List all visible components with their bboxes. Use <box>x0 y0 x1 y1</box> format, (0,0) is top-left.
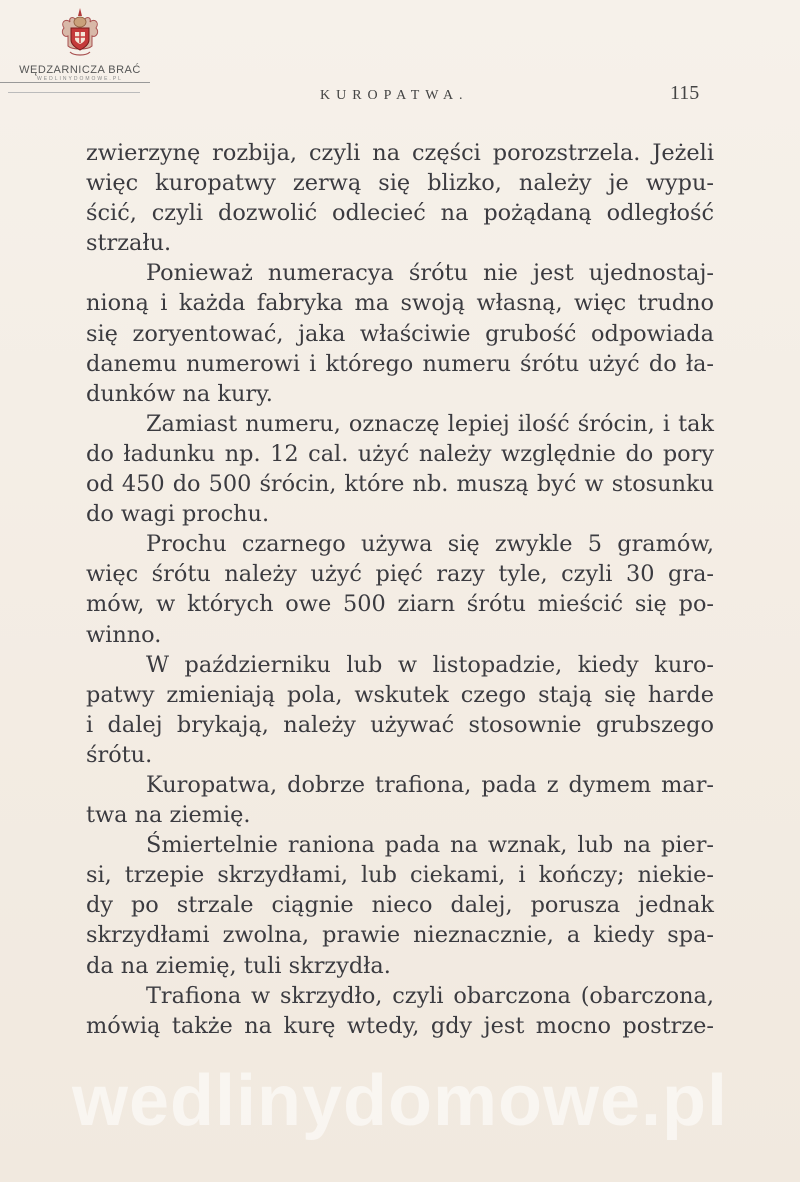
text-line: Trafiona w skrzydło, czyli obarczona (obarczona, <box>146 982 714 1009</box>
text-line: mów, w których owe 500 ziarn śrótu mieścić się po- <box>86 591 714 618</box>
text-line: patwy zmieniają pola, wskutek czego stają się harde <box>86 681 714 708</box>
text-line: dunków na kury. <box>86 380 273 407</box>
text-line: Śmiertelnie raniona pada na wznak, lub na pier- <box>146 832 714 859</box>
logo-divider <box>0 82 150 83</box>
site-logo[interactable] <box>10 6 150 82</box>
text-line: Zamiast numeru, oznaczę lepiej ilość śrócin, i tak <box>146 410 714 437</box>
logo-subtitle: WEDLINYDOMOWE.PL <box>37 76 123 82</box>
text-line: Kuropatwa, dobrze trafiona, pada z dymem mar- <box>146 771 714 798</box>
text-line: więc śrótu należy użyć pięć razy tyle, czyli 30 gra- <box>86 561 714 588</box>
text-line: mówią także na kurę wtedy, gdy jest mocno postrze- <box>86 1012 714 1039</box>
running-header-title: KUROPATWA. <box>320 88 469 103</box>
text-line: skrzydłami zwolna, prawie nieznacznie, a kiedy spa- <box>86 922 714 949</box>
text-line: zwierzynę rozbija, czyli na części porozstrzela. Jeżeli <box>86 140 714 166</box>
text-line: danemu numerowi i którego numeru śrótu użyć do ła- <box>86 350 714 377</box>
coat-of-arms-icon <box>58 6 102 62</box>
text-line: strzału. <box>86 230 172 257</box>
watermark: wedlinydomowe.pl <box>71 1061 729 1141</box>
text-line: ścić, czyli dozwolić odlecieć na pożądaną odległość <box>86 200 714 227</box>
text-line: da na ziemię, tuli skrzydła. <box>86 952 391 979</box>
text-line: i dalej brykają, należy używać stosownie grubszego <box>86 711 714 738</box>
text-line: W październiku lub w listopadzie, kiedy kuro- <box>146 651 714 678</box>
page-number: 115 <box>670 82 700 104</box>
text-line: się zoryentować, jaka właściwie grubość odpowiada <box>86 320 714 347</box>
text-line: do ładunku np. 12 cal. użyć należy względnie do pory <box>86 440 714 467</box>
text-line: Prochu czarnego używa się zwykle 5 gramów, <box>146 531 714 558</box>
text-line: więc kuropatwy zerwą się blizko, należy je wypu- <box>86 170 714 197</box>
text-line: do wagi prochu. <box>86 501 270 528</box>
text-line: winno. <box>86 621 162 648</box>
logo-divider-secondary <box>8 92 140 93</box>
text-line: od 450 do 500 śrócin, które nb. muszą być w stosunku <box>86 471 714 498</box>
logo-title: WĘDZARNICZA BRAĆ <box>19 64 141 76</box>
text-line: si, trzepie skrzydłami, lub ciekami, i kończy; niekie- <box>86 862 714 889</box>
text-line: twa na ziemię. <box>86 802 251 829</box>
text-line: śrótu. <box>86 741 153 768</box>
text-line: dy po strzale ciągnie nieco dalej, porusza jednak <box>86 892 714 919</box>
body-text <box>86 138 714 1041</box>
text-line: nioną i każda fabryka ma swoją własną, więc trudno <box>86 290 714 317</box>
text-line: Ponieważ numeracya śrótu nie jest ujednostaj- <box>146 260 714 287</box>
